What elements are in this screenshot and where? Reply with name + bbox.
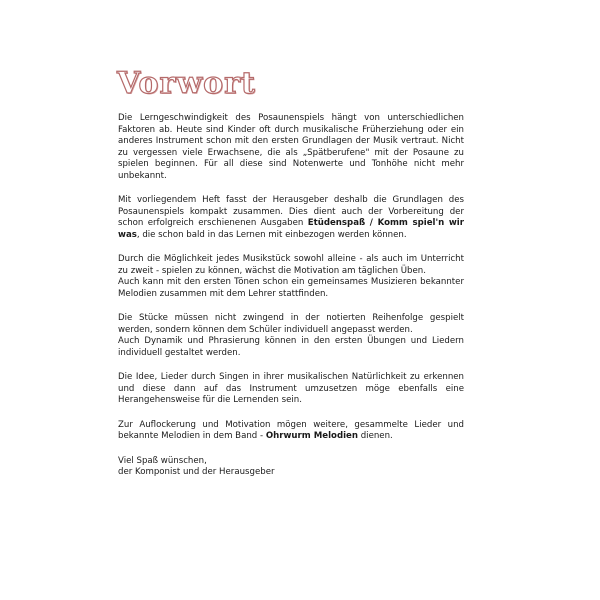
paragraph-3-line-2: Auch kann mit den ersten Tönen schon ein gemeinsames Musizieren bekannter Melodien zusammen mit dem Lehrer stattfinden. — [118, 277, 464, 299]
paragraph-6-text-end: dienen. — [358, 431, 393, 441]
paragraph-3 — [118, 254, 464, 300]
closing-line-2: der Komponist und der Herausgeber — [118, 467, 275, 477]
paragraph-2 — [118, 195, 464, 241]
foreword-body — [118, 113, 464, 479]
paragraph-6-text: Zur Auflockerung und Motivation mögen weitere, gesammelte Lieder und bekannte Melodien in dem Band - — [118, 419, 464, 441]
paragraph-2-text: Mit vorliegendem Heft fasst der Herausgeber deshalb die Grundlagen des Posaunenspiels kompakt zusammen. Dies dient auch der Vorbereitung der schon erfolgreich erschienenen Ausgaben — [118, 195, 464, 228]
paragraph-5: Die Idee, Lieder durch Singen in ihrer musikalischen Natürlichkeit zu erkennen und diese dann auf das Instrument umzusetzen möge ebenfalls eine Herangehensweise für die Lernenden sein. — [118, 372, 464, 405]
paragraph-2-text-end: , die schon bald in das Lernen mit einbezogen werden können. — [136, 229, 407, 240]
paragraph-4-line-2: Auch Dynamik und Phrasierung können in den ersten Übungen und Liedern individuell gestaltet werden. — [118, 336, 464, 358]
book-title-ohrwurm: Ohrwurm Melodien — [265, 431, 358, 441]
paragraph-1: Die Lerngeschwindigkeit des Posaunenspiels hängt von unterschiedlichen Faktoren ab. Heute sind Kinder oft durch musikalische Früherziehung oder ein anderes Instrument schon mit den ersten Grundlagen der Musik vertraut. Nicht zu vergessen viele Erwachsene, die als „Spätberufene" mit der Posaune zu spielen beginnen. Für all diese sind Notenwerte und Tonhöhe nicht mehr unbekannt. — [118, 113, 464, 181]
closing-line-1: Viel Spaß wünschen, — [118, 455, 207, 466]
paragraph-3-line-1: Durch die Möglichkeit jedes Musikstück sowohl alleine - als auch im Unterricht zu zweit - spielen zu können, wächst die Motivation am täglichen Üben. — [118, 254, 464, 276]
page-title: Vorwort — [117, 66, 256, 101]
paragraph-6 — [118, 420, 464, 443]
paragraph-4-line-1: Die Stücke müssen nicht zwingend in der notierten Reihenfolge gespielt werden, sondern können dem Schüler individuell angepasst werden. — [118, 313, 464, 335]
closing — [118, 456, 464, 479]
book-title-etuedenspass: Etüdenspaß / Komm spiel'n wir was — [118, 218, 464, 240]
paragraph-4 — [118, 313, 464, 359]
